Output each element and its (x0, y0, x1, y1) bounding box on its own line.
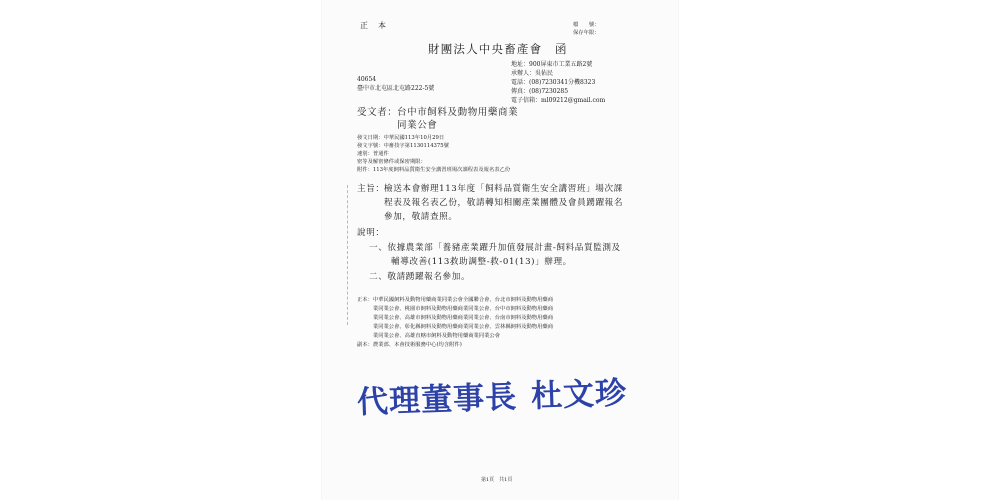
explanation-item1-line1: 一、依據農業部「養豬產業躍升加值發展計畫-飼料品質監測及 (369, 243, 621, 253)
sender-fax: 傳真：(08)7230285 (511, 88, 569, 95)
cc-main-line5: 業同業公會、高雄直轄市飼料及動物用藥商業同業公會 (357, 333, 501, 339)
subject-line3: 參加，敬請查照。 (384, 212, 458, 222)
sender-address: 地址：900屏東市工業五路2號 (511, 61, 593, 68)
subject-line1: 檢送本會辦理113年度「飼料品質衛生安全講習班」場次課 (384, 184, 623, 194)
explanation-label: 說明： (357, 228, 385, 238)
issue-date: 發文日期：中華民國113年10月29日 (357, 135, 445, 141)
signature-title: 代理董事長 (356, 379, 518, 421)
original-copy-mark: 正 本 (360, 21, 387, 30)
recipient-name-line2: 同業公會 (397, 120, 438, 131)
cc-copy-line: 副本：農業部、本會技術服務中心(均含附件) (357, 342, 462, 348)
sender-phone: 電話：(08)7230341分機8323 (511, 79, 596, 86)
subject-line2: 程表及報名表乙份，敬請轉知相關產業團體及會員踴躍報名 (384, 198, 624, 208)
file-number-label: 檔 號： (573, 22, 600, 28)
postal-code: 40654 (357, 76, 377, 83)
recipient-label: 受文者： (357, 107, 398, 118)
signature-stamp (356, 367, 627, 421)
sender-contact-person: 承辦人：吳佑民 (511, 70, 554, 77)
cc-main-line4: 業同業公會、彰化縣飼料及動物用藥商業同業公會、雲林縣飼料及動物用藥商 (357, 324, 553, 330)
document-number: 發文字號：中畜技字第1130114375號 (357, 143, 449, 149)
page-number: 第1頁 共1頁 (481, 477, 513, 483)
attachment: 附件：113年度飼料品質衛生安全講習班場次課程表及報名表乙份 (357, 167, 511, 173)
subject-label: 主旨： (357, 184, 385, 194)
confidentiality: 密等及解密條件或保密期限： (357, 159, 426, 165)
cc-main-line1: 正本：中華民國飼料及動物用藥商業同業公會全國聯合會、台北市飼料及動物用藥商 (357, 297, 553, 303)
recipient-address: 臺中市北屯區北屯路222-5號 (357, 85, 435, 92)
document-title: 財團法人中央畜產會 函 (428, 42, 568, 56)
explanation-item2: 二、敬請踴躍報名參加。 (369, 272, 471, 282)
cc-main-line2: 業同業公會、桃園市飼料及動物用藥商業同業公會、台中市飼料及動物用藥商 (357, 306, 553, 312)
urgency: 速別：普通件 (357, 151, 389, 157)
sender-email: 電子信箱：ml09212@gmail.com (511, 97, 606, 104)
margin-line (347, 185, 348, 325)
signature-name: 杜文珍 (530, 375, 628, 415)
cc-main-line3: 業同業公會、高雄市飼料及動物用藥商業同業公會、台南市飼料及動物用藥商 (357, 315, 553, 321)
explanation-item1-line2: 輔導改善(113救助調整-救-01(13)」辦理。 (391, 257, 572, 267)
retention-period-label: 保存年限： (573, 30, 600, 36)
recipient-name-line1: 台中市飼料及動物用藥商業 (397, 107, 519, 118)
